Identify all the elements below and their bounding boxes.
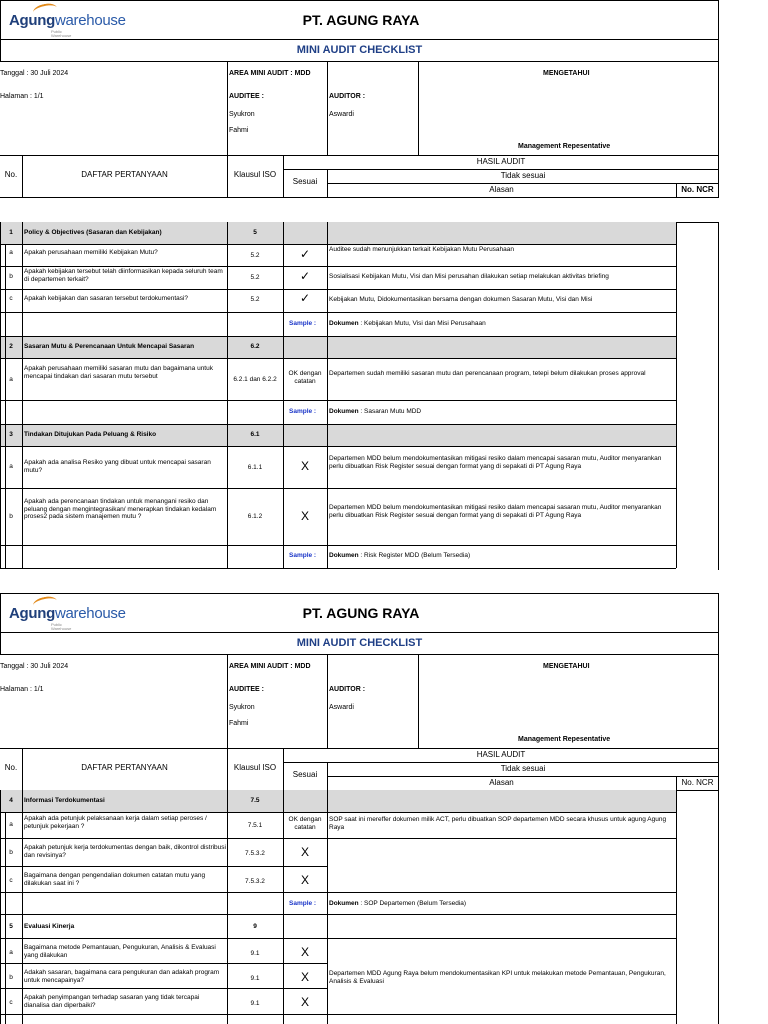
logo-subtitle: Public Warehouse (51, 29, 72, 38)
row-alasan: Departemen MDD belum mendokumentasikan mitigasi resiko dalam mencapai sasaran mutu, Auditor menyarankan perlu dibuatkan Risk Register sesuai dengan format yang di sepakati di PT Agung Raya (329, 455, 662, 470)
audit-table (0, 790, 719, 1024)
row-sub: c (9, 295, 13, 302)
page-header (0, 593, 719, 633)
check-icon: ✓ (299, 247, 311, 261)
check-icon: ✓ (299, 291, 311, 305)
check-icon: ✓ (299, 269, 311, 283)
halaman-field: Halaman : 1/1 (0, 686, 44, 693)
row-klausul: 5.2 (250, 252, 260, 259)
row-sub: b (9, 513, 13, 520)
meta-divider (718, 655, 719, 748)
auditee-label: AUDITEE : (229, 686, 264, 693)
logo-subtitle: Public Warehouse (51, 622, 72, 631)
halaman-field: Halaman : 1/1 (0, 93, 44, 100)
area-field: AREA MINI AUDIT : MDD (229, 663, 311, 670)
row-alasan: Departemen sudah memiliki sasaran mutu dan perencanaan program, tetepi belum dilakukan proses approval (329, 370, 646, 377)
row-klausul: 5.2 (250, 274, 260, 281)
row-question: Adakah sasaran, bagaimana cara pengukuran dan adakah program untuk mencapainya? (24, 969, 220, 984)
auditor-name: Aswardi (329, 111, 354, 118)
sample-label: Sample : (289, 320, 317, 327)
column-header (0, 155, 719, 197)
row-klausul: 7.5.1 (247, 822, 263, 829)
meta-divider (227, 62, 228, 155)
row-sub: a (9, 463, 13, 470)
row-klausul: 6.1.2 (247, 513, 263, 520)
col-no-ncr: No. NCR (681, 185, 714, 194)
row-sub: c (9, 999, 13, 1006)
row-alasan: Sosialisasi Kebijakan Mutu, Visi dan Misi perusahan dilakukan setiap melakukan aktivitas briefing (329, 273, 609, 280)
row-alasan: SOP saat ini mereffer dokumen milik ACT, perlu dibuatkan SOP departemen MDD secara khusus untuk agung Agung Raya (329, 816, 667, 831)
ok-note: OK dengan catatan (288, 370, 322, 385)
mengetahui-label: MENGETAHUI (543, 663, 590, 670)
section-klausul: 6.1 (250, 431, 260, 438)
dokumen-value: : Kebijakan Mutu, Visi dan Misi Perusahaan (358, 320, 486, 327)
row-klausul: 9.1 (250, 975, 260, 982)
company-name: PT. AGUNG RAYA (302, 12, 420, 28)
section-klausul: 5 (253, 229, 257, 236)
dokumen-value: : SOP Departemen (Belum Tersedia) (358, 900, 467, 907)
auditee-label: AUDITEE : (229, 93, 264, 100)
section-title: Sasaran Mutu & Perencanaan Untuk Mencapai Sasaran (24, 343, 195, 350)
x-mark-icon: X (300, 873, 309, 887)
row-question: Apakah petunjuk kerja terdokumentas dengan baik, dikontrol distribusi dan revisinya? (24, 844, 226, 859)
x-mark-icon: X (300, 970, 309, 984)
row-klausul: 6.2.1 dan 6.2.2 (233, 376, 277, 383)
col-tidak-sesuai: Tidak sesuai (500, 171, 546, 180)
audit-table (0, 222, 719, 570)
col-no-ncr: No. NCR (681, 778, 714, 787)
col-no: No. (4, 170, 18, 179)
row-klausul: 6.1.1 (247, 464, 263, 471)
ok-note: OK dengan catatan (288, 816, 322, 831)
logo-warehouse: warehouse (54, 605, 126, 622)
row-alasan: Departemen MDD belum mendokumentasikan mitigasi resiko dalam mencapai sasaran mutu, Auditor menyarankan perlu dibuatkan Risk Register sesuai dengan format yang di sepakati di PT Agung Raya (329, 504, 662, 519)
mengetahui-label: MENGETAHUI (543, 70, 590, 77)
row-sub: a (9, 949, 13, 956)
meta-divider (327, 655, 328, 748)
row-klausul: 9.1 (250, 1000, 260, 1007)
company-logo (7, 599, 147, 633)
col-sesuai: Sesuai (292, 177, 318, 186)
section-no: 1 (9, 229, 13, 236)
row-question: Apakah perusahaan memiliki sasaran mutu dan bagaimana untuk mencapai tindakan dari sasaran mutu tersebut (24, 365, 213, 380)
col-tidak-sesuai: Tidak sesuai (500, 764, 546, 773)
dokumen-label: Dokumen (329, 320, 359, 327)
row-question: Apakah penyimpangan terhadap sasaran yang tidak tercapai dianalisa dan diperbaiki? (24, 994, 200, 1009)
section-klausul: 9 (253, 923, 257, 930)
row-alasan: Kebijakan Mutu, Didokumentasikan bersama dengan dokumen Sasaran Mutu, Visi dan Misi (329, 296, 593, 303)
row-sub: b (9, 849, 13, 856)
x-mark-icon: X (300, 945, 309, 959)
mgmt-rep-label: Management Repesentative (518, 736, 611, 743)
audit-page-2 (0, 593, 719, 1024)
col-alasan: Alasan (489, 185, 514, 194)
section-no: 5 (9, 923, 13, 930)
company-logo (7, 6, 147, 40)
auditee-name-1: Syukron (229, 704, 255, 711)
section-title: Tindakan Ditujukan Pada Peluang & Risiko (24, 431, 157, 438)
section-klausul: 7.5 (250, 797, 260, 804)
row-klausul: 9.1 (250, 950, 260, 957)
section-no: 4 (9, 797, 13, 804)
form-title: MINI AUDIT CHECKLIST (0, 40, 719, 62)
row-question: Bagaimana metode Pemantauan, Pengukuran, Analisis & Evaluasi yang dilakukan (24, 944, 216, 959)
meta-divider (718, 62, 719, 155)
mgmt-rep-label: Management Repesentative (518, 143, 611, 150)
row-question: Apakah kebijakan dan sasaran tersebut terdokumentasi? (24, 295, 189, 302)
row-sub: a (9, 376, 13, 383)
x-mark-icon: X (300, 459, 309, 473)
row-question: Apakah kebijakan tersebut telah diinformasikan kepada seluruh team di departemen terkait? (24, 268, 223, 283)
row-sub: b (9, 273, 13, 280)
row-question: Apakah ada petunjuk pelaksanaan kerja dalam setiap peroses / petunjuk pekerjaan ? (24, 815, 207, 830)
tanggal-field: Tanggal : 30 Juli 2024 (0, 663, 69, 670)
section-no: 3 (9, 431, 13, 438)
company-name: PT. AGUNG RAYA (302, 605, 420, 621)
col-daftar: DAFTAR PERTANYAAN (81, 170, 168, 179)
row-alasan: Departemen MDD Agung Raya belum mendokumentasikan KPI untuk melakukan metode Pemantauan, Pengukuran, Analisis & Evaluasi (329, 970, 666, 985)
page-header (0, 0, 719, 40)
row-sub: a (9, 821, 13, 828)
col-klausul: Klausul ISO (233, 763, 277, 772)
row-question: Apakah ada analisa Resiko yang dibuat untuk mencapai sasaran mutu? (24, 459, 211, 474)
sample-label: Sample : (289, 408, 317, 415)
col-hasil: HASIL AUDIT (476, 750, 526, 759)
section-title: Informasi Terdokumentasi (24, 797, 105, 804)
meta-divider (227, 655, 228, 748)
auditor-label: AUDITOR : (329, 93, 366, 100)
col-alasan: Alasan (489, 778, 514, 787)
area-field: AREA MINI AUDIT : MDD (229, 70, 311, 77)
audit-meta (0, 62, 719, 155)
row-sub: c (9, 877, 13, 884)
auditor-name: Aswardi (329, 704, 354, 711)
col-klausul: Klausul ISO (233, 170, 277, 179)
x-mark-icon: X (300, 995, 309, 1009)
x-mark-icon: X (300, 509, 309, 523)
dokumen-label: Dokumen (329, 900, 359, 907)
col-no: No. (4, 763, 18, 772)
meta-divider (418, 655, 419, 748)
logo-brand: Agung (9, 12, 55, 29)
auditee-name-1: Syukron (229, 111, 255, 118)
auditor-label: AUDITOR : (329, 686, 366, 693)
dokumen-value: : Risk Register MDD (Belum Tersedia) (358, 552, 471, 559)
section-klausul: 6.2 (250, 343, 260, 350)
row-alasan: Auditee sudah menunjukkan terkait Kebijakan Mutu Perusahaan (329, 246, 515, 253)
row-question: Bagaimana dengan pengendalian dokumen catatan mutu yang dilakukan saat ini ? (24, 872, 206, 887)
dokumen-value: : Sasaran Mutu MDD (358, 408, 422, 415)
row-question: Apakah ada perencanaan tindakan untuk menangani resiko dan peluang dengan mengintegrasikan/ menerapkan tindakan kedalam proses2 pada sistem manajemen mutu ? (24, 498, 217, 520)
auditee-name-2: Fahmi (229, 127, 249, 134)
row-sub: a (9, 249, 13, 256)
meta-divider (418, 62, 419, 155)
row-sub: b (9, 974, 13, 981)
sample-label: Sample : (289, 900, 317, 907)
audit-meta (0, 655, 719, 748)
col-daftar: DAFTAR PERTANYAAN (81, 763, 168, 772)
row-klausul: 7.5.3.2 (245, 878, 265, 885)
col-sesuai: Sesuai (292, 770, 318, 779)
section-title: Policy & Objectives (Sasaran dan Kebijakan) (24, 229, 162, 236)
column-header (0, 748, 719, 790)
dokumen-label: Dokumen (329, 408, 359, 415)
section-no: 2 (9, 343, 13, 350)
logo-brand: Agung (9, 605, 55, 622)
logo-warehouse: warehouse (54, 12, 126, 29)
row-klausul: 7.5.3.2 (245, 850, 265, 857)
col-hasil: HASIL AUDIT (476, 157, 526, 166)
x-mark-icon: X (300, 845, 309, 859)
meta-divider (327, 62, 328, 155)
auditee-name-2: Fahmi (229, 720, 249, 727)
dokumen-label: Dokumen (329, 552, 359, 559)
row-question: Apakah perusahaan memiliki Kebijakan Mutu? (24, 249, 158, 256)
tanggal-field: Tanggal : 30 Juli 2024 (0, 70, 69, 77)
sample-label: Sample : (289, 552, 317, 559)
section-title: Evaluasi Kinerja (24, 923, 75, 930)
row-klausul: 5.2 (250, 296, 260, 303)
form-title: MINI AUDIT CHECKLIST (0, 633, 719, 655)
